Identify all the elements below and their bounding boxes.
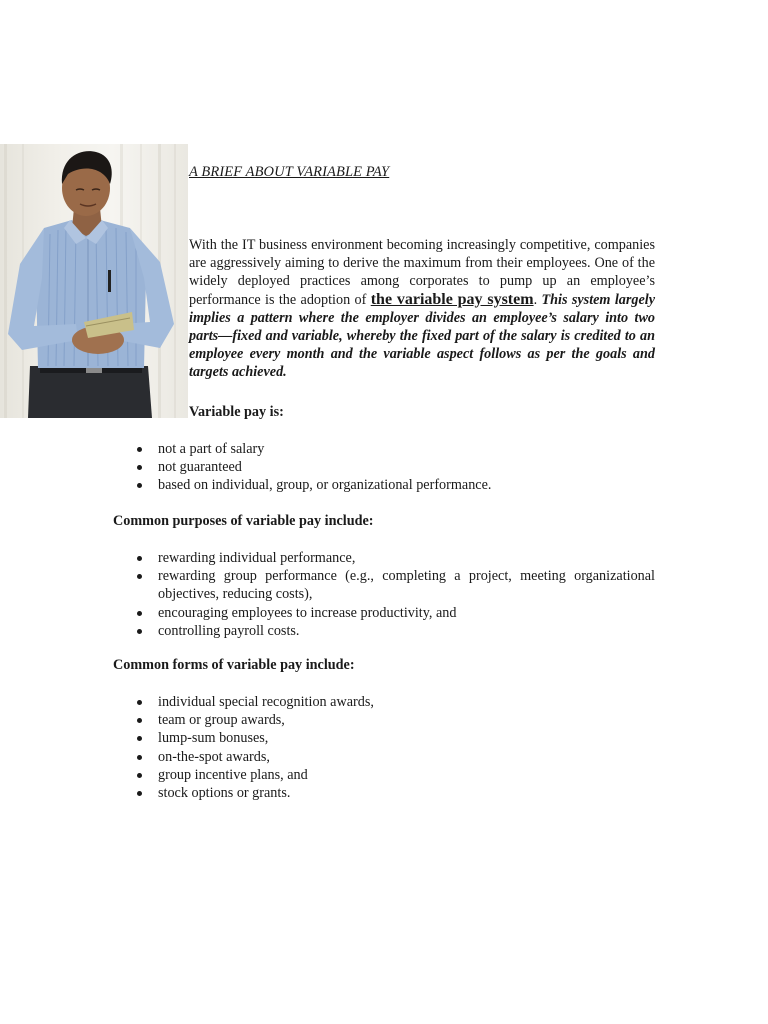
list-item: lump-sum bonuses,: [113, 729, 655, 747]
intro-paragraph: [189, 236, 655, 382]
trousers: [28, 366, 152, 418]
photo-illustration: [0, 144, 188, 418]
intro-emphasis-text: This system largely implies a pattern where the employer divides an employee’s salary into two parts—fixed and variable, whereby the fixed part of the salary is credited to an employee every month and the variable aspect follows as per the goals and targets achieved.: [189, 291, 656, 381]
list-item: not a part of salary: [113, 440, 655, 458]
list-item: individual special recognition awards,: [113, 693, 655, 711]
list-item: based on individual, group, or organizational performance.: [113, 476, 655, 494]
forms-list: [113, 693, 655, 802]
list-item: team or group awards,: [113, 711, 655, 729]
man-counting-money-photo: [0, 144, 188, 418]
list-item: not guaranteed: [113, 458, 655, 476]
variable-pay-system-link[interactable]: the variable pay system: [370, 290, 534, 308]
variable-pay-is-heading: Variable pay is:: [189, 404, 284, 420]
pen-icon: [108, 270, 111, 292]
forms-heading: Common forms of variable pay include:: [113, 657, 355, 673]
list-item: rewarding individual performance,: [113, 549, 655, 567]
list-item: rewarding group performance (e.g., completing a project, meeting organizational objectives, reducing costs),: [113, 567, 655, 603]
intro-period: .: [533, 291, 542, 308]
list-item: group incentive plans, and: [113, 766, 655, 784]
list-item: stock options or grants.: [113, 784, 655, 802]
list-item: encouraging employees to increase productivity, and: [113, 604, 655, 622]
document-title: A BRIEF ABOUT VARIABLE PAY: [189, 164, 390, 180]
purposes-list: [113, 549, 655, 640]
variable-pay-is-list: [113, 440, 655, 495]
intro-lead-text: With the IT business environment becoming increasingly competitive, companies are aggressively aiming to derive the maximum from their employees. One of the widely deployed practices among corporates to pump up an employee’s performance is the adoption of: [189, 237, 655, 308]
list-item: controlling payroll costs.: [113, 622, 655, 640]
list-item: on-the-spot awards,: [113, 748, 655, 766]
purposes-heading: Common purposes of variable pay include:: [113, 513, 374, 529]
